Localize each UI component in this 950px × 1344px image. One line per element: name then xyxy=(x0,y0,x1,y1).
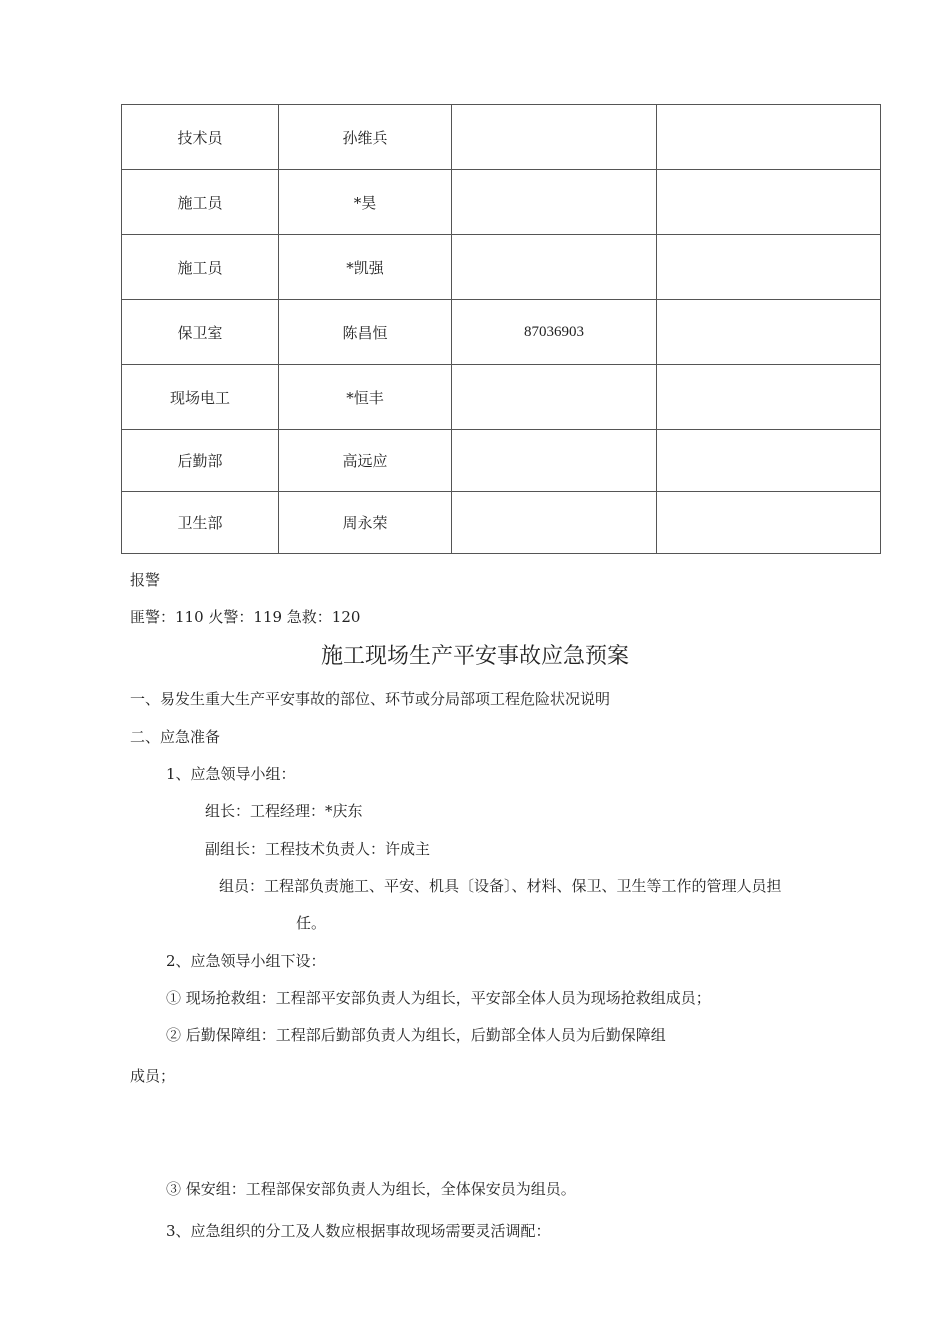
document-title: 施工现场生产平安事故应急预案 xyxy=(320,644,629,669)
table-row xyxy=(122,105,881,170)
note-cell xyxy=(657,492,881,554)
group-leader-line: 组长：工程经理：*庆东 xyxy=(205,802,363,820)
item-1-heading: 1、应急领导小组： xyxy=(166,765,296,783)
table-row xyxy=(122,365,881,430)
item-3-heading: 3、应急组织的分工及人数应根据事故现场需要灵活调配： xyxy=(166,1222,551,1240)
logistics-team-line: ② 后勤保障组：工程部后勤部负责人为组长，后勤部全体人员为后勤保障组 xyxy=(166,1026,666,1044)
role-cell: 技术员 xyxy=(122,105,279,170)
rescue-team-line: ① 现场抢救组：工程部平安部负责人为组长，平安部全体人员为现场抢救组成员； xyxy=(166,989,711,1007)
name-cell: 周永荣 xyxy=(279,492,452,554)
table-row xyxy=(122,430,881,492)
section-1-heading: 一、易发生重大生产平安事故的部位、环节或分局部项工程危险状况说明 xyxy=(130,690,611,708)
role-cell: 卫生部 xyxy=(122,492,279,554)
note-cell xyxy=(657,235,881,300)
members-line: 组员：工程部负责施工、平安、机具〔设备〕、材料、保卫、卫生等工作的管理人员担 xyxy=(219,877,782,895)
section-2-heading: 二、应急准备 xyxy=(130,728,221,746)
note-cell xyxy=(657,365,881,430)
note-cell xyxy=(657,170,881,235)
table-row xyxy=(122,492,881,554)
alarm-heading: 报警 xyxy=(130,571,161,589)
table-row xyxy=(122,235,881,300)
name-cell: *昊 xyxy=(279,170,452,235)
role-cell: 后勤部 xyxy=(122,430,279,492)
role-cell: 保卫室 xyxy=(122,300,279,365)
alarm-numbers: 匪警：110 火警：119 急救：120 xyxy=(130,608,361,626)
role-cell: 现场电工 xyxy=(122,365,279,430)
security-team-line: ③ 保安组：工程部保安部负责人为组长，全体保安员为组员。 xyxy=(166,1180,576,1198)
phone-cell xyxy=(452,492,657,554)
note-cell xyxy=(657,430,881,492)
table-row xyxy=(122,300,881,365)
phone-cell xyxy=(452,430,657,492)
role-cell: 施工员 xyxy=(122,235,279,300)
logistics-team-line-continued: 成员； xyxy=(130,1067,176,1085)
name-cell: *恒丰 xyxy=(279,365,452,430)
note-cell xyxy=(657,300,881,365)
role-cell: 施工员 xyxy=(122,170,279,235)
name-cell: 陈昌恒 xyxy=(279,300,452,365)
phone-cell xyxy=(452,365,657,430)
phone-cell xyxy=(452,170,657,235)
name-cell: *凯强 xyxy=(279,235,452,300)
table-row xyxy=(122,170,881,235)
members-line-continued: 任。 xyxy=(296,914,327,932)
item-2-heading: 2、应急领导小组下设： xyxy=(166,952,326,970)
deputy-leader-line: 副组长：工程技术负责人：许成主 xyxy=(205,840,431,858)
name-cell: 高远应 xyxy=(279,430,452,492)
note-cell xyxy=(657,105,881,170)
contact-table xyxy=(121,104,881,554)
phone-cell xyxy=(452,235,657,300)
name-cell: 孙维兵 xyxy=(279,105,452,170)
phone-cell: 87036903 xyxy=(452,300,657,365)
phone-cell xyxy=(452,105,657,170)
